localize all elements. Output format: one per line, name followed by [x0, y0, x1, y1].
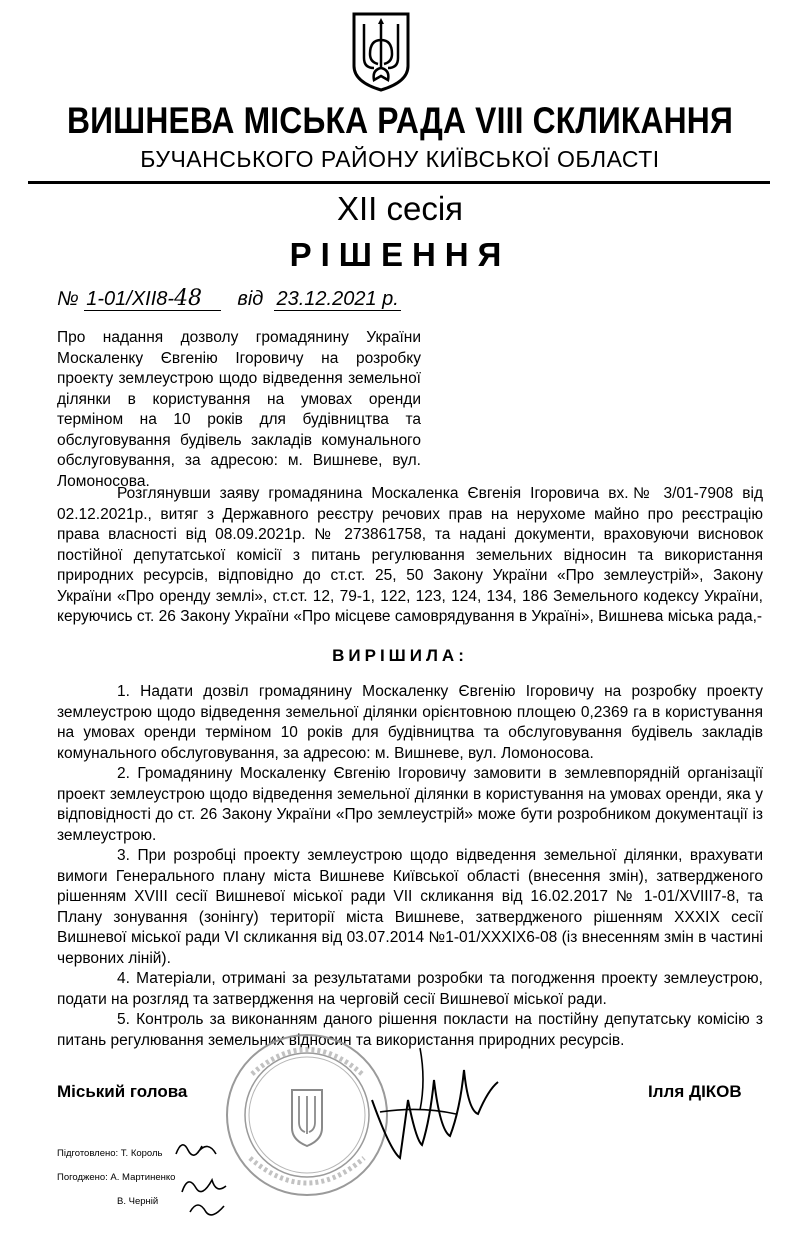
date-label: від [237, 288, 264, 310]
resolution-item: 5. Контроль за виконанням даного рішення покласти на постійну депутатську комісію з питань регулювання земельних відносин та використання природних ресурсів. [57, 1011, 763, 1049]
decision-number-text: 1-01/ХІІ8- [86, 288, 175, 310]
preamble-paragraph: Розглянувши заяву громадянина Москаленка Євгенія Ігоровича вх.№ 3/01-7908 від 02.12.2021р., витяг з Державного реєстру речових прав на нерухоме майно про реєстрацію права власності від 08.09.2021р. № 273861758, та надані документи, враховуючи висновок постійної депутатської комісії з питань регулювання земельних відносин та використання природних ресурсів, відповідно до ст.ст. 25, 50 Закону України «Про землеустрій», Закону України «Про оренду землі», ст.ст. 12, 79-1, 122, 123, 124, 134, 186 Земельного кодексу України, керуючись ст. 26 Закону України «Про місцеве самоврядування в Україні», Вишнева міська рада,- [57, 485, 763, 625]
coat-of-arms-icon [350, 10, 412, 94]
resolution-items [57, 682, 763, 1051]
mayor-name: Ілля ДІКОВ [648, 1082, 742, 1101]
header-divider [28, 181, 770, 184]
decision-number [84, 288, 221, 311]
session-label: ХІІ сесія [336, 190, 464, 227]
decision-number-line [57, 286, 401, 311]
initials-handwritten [168, 1132, 238, 1228]
resolved-heading: ВИРІШИЛА: [332, 646, 468, 665]
resolution-item: 1. Надати дозвіл громадянину Москаленку Євгенію Ігоровичу на розробку проекту землеустрою щодо відведення земельної ділянки орієнтовною площею 0,2369 га в користування на умовах оренди терміном 10 років для будівництва та обслуговування будівель закладів комунального обслуговування, за адресою: м. Вишневе, вул. Ломоносова. [57, 683, 763, 762]
number-label: № [57, 288, 79, 310]
decision-date: 23.12.2021 р. [276, 288, 399, 310]
document-type: РІШЕННЯ [289, 236, 511, 273]
decision-number-handwritten: 48 [174, 286, 203, 311]
agreed-by: Погоджено: А. Мартиненко [57, 1172, 176, 1183]
resolution-item: 4. Матеріали, отримані за результатами розробки та погодження проекту землеустрою, подати на розгляд та затвердження на черговій сесії Вишневої міської ради. [57, 970, 763, 1008]
council-title: ВИШНЕВА МІСЬКА РАДА VIII СКЛИКАННЯ [66, 100, 734, 141]
mayor-signature [360, 1040, 510, 1170]
mayor-position: Міський голова [57, 1082, 188, 1101]
resolution-item: 3. При розробці проекту землеустрою щодо відведення земельної ділянки, врахувати вимоги Генерального плану міста Вишневе Київської області (внесення змін), затвердженого рішенням XVIII сесії Вишневої міської ради VII скликання від 16.02.2017 № 1-01/XVIII7-8, та Плану зонування (зонінгу) території міста Вишневе, затвердженого рішенням XXXIX сесії Вишневої міської ради VI скликання від 03.07.2014 №1-01/XXXIX6-08 (із внесенням змін в частині червоних ліній). [57, 847, 763, 967]
resolution-item: 2. Громадянину Москаленку Євгенію Ігоровичу замовити в землевпорядній організації проект землеустрою щодо відведення земельної ділянки в користування на умовах оренди, яка у відповідності до ст. 26 Закону України «Про землеустрій» може бути розробником документації із землеустрою. [57, 765, 763, 844]
agreed-by-second: В. Черній [117, 1196, 159, 1207]
decision-subject: Про надання дозволу громадянину України Москаленку Євгенію Ігоровичу на розробку проекту землеустрою щодо відведення земельної ділянки в користування на умовах оренди терміном на 10 років для будівництва та обслуговування будівель закладів комунального обслуговування, за адресою: м. Вишневе, вул. Ломоносова. [57, 329, 421, 490]
council-subtitle: БУЧАНСЬКОГО РАЙОНУ КИЇВСЬКОЇ ОБЛАСТІ [140, 146, 660, 172]
prepared-by: Підготовлено: Т. Король [57, 1148, 163, 1159]
